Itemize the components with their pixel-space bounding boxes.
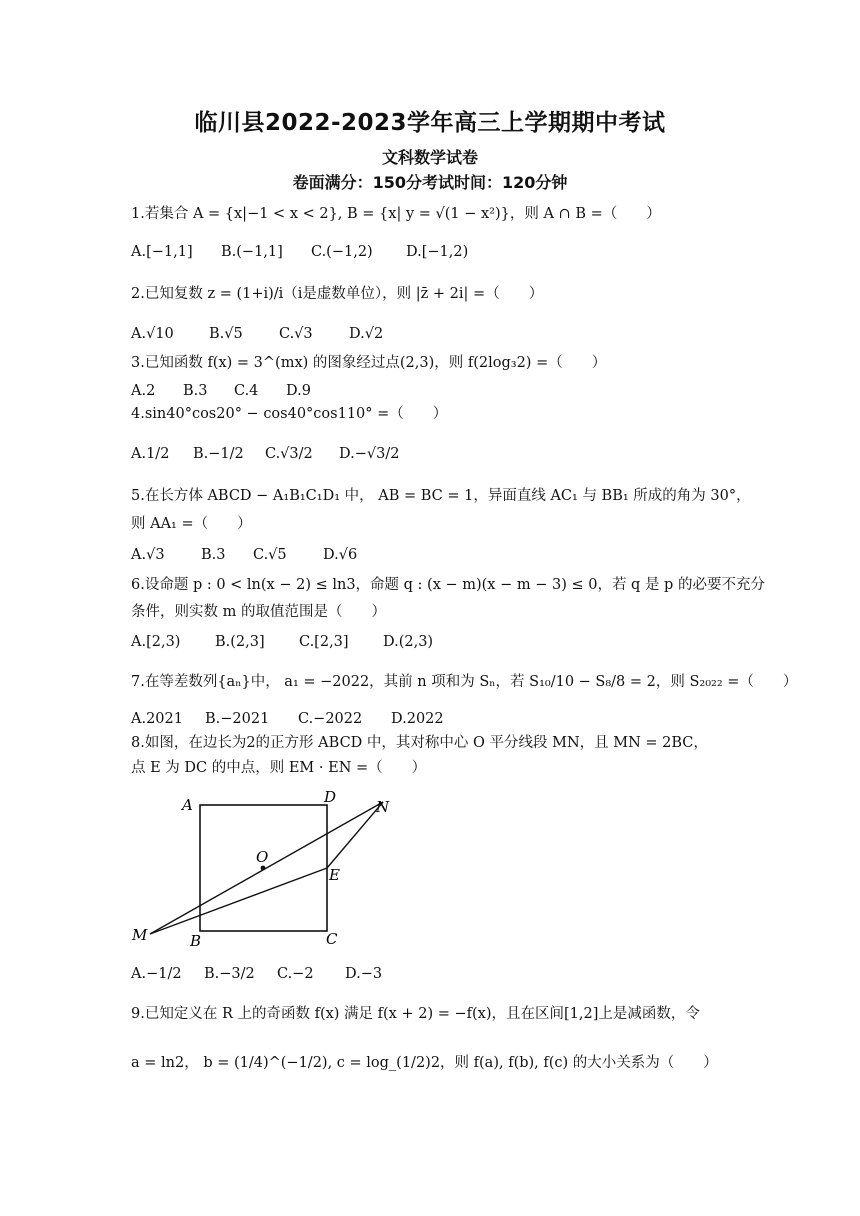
- question-5-stem-line-2: 则 AA₁ =（ ）: [131, 516, 252, 532]
- option-d: D.−√3/2: [339, 446, 400, 462]
- question-1-stem: 1.若集合 A = {x|−1 < x < 2}, B = {x| y = √(1 − x²)}，则 A ∩ B =（ ）: [131, 206, 661, 222]
- question-3-stem: 3.已知函数 f(x) = 3^(mx) 的图象经过点(2,3)，则 f(2log₃2) =（ ）: [131, 355, 607, 371]
- option-a: A.2: [131, 383, 156, 399]
- label-a: A: [182, 796, 193, 814]
- question-8-stem-line-1: 8.如图，在边长为2的正方形 ABCD 中，其对称中心 O 平分线段 MN，且 MN = 2BC，: [131, 735, 708, 751]
- option-b: B.(2,3]: [215, 634, 265, 650]
- label-n: N: [376, 798, 390, 816]
- exam-subtitle: 文科数学试卷: [381, 148, 478, 167]
- center-point-o: [261, 866, 266, 871]
- option-b: B.(−1,1]: [221, 244, 283, 260]
- option-d: D.(2,3): [383, 634, 434, 650]
- label-d: D: [324, 788, 337, 806]
- option-d: D.√2: [349, 326, 384, 342]
- label-o: O: [256, 848, 269, 866]
- option-c: C.√3: [279, 326, 313, 342]
- option-a: A.2021: [131, 711, 183, 727]
- segment-mn: [150, 802, 383, 934]
- option-a: A.√10: [131, 326, 174, 342]
- option-b: B.−1/2: [193, 446, 244, 462]
- option-b: B.−3/2: [204, 966, 255, 982]
- option-d: D.−3: [345, 966, 383, 982]
- option-c: C.√5: [253, 547, 287, 563]
- option-a: A.[−1,1]: [131, 244, 193, 260]
- option-c: C.−2: [277, 966, 314, 982]
- square-figure: [128, 786, 408, 952]
- question-6-stem-line-1: 6.设命题 p : 0 < ln(x − 2) ≤ ln3，命题 q : (x − m)(x − m − 3) ≤ 0，若 q 是 p 的必要不充分: [131, 577, 765, 593]
- question-2-stem: 2.已知复数 z = (1+i)/i（i是虚数单位），则 |z̄ + 2i| =（ ）: [131, 286, 544, 302]
- option-b: B.−2021: [205, 711, 270, 727]
- segment-en: [327, 802, 383, 868]
- segment-me: [150, 868, 327, 934]
- option-a: A.√3: [131, 547, 165, 563]
- question-6-stem-line-2: 条件，则实数 m 的取值范围是（ ）: [131, 604, 386, 620]
- label-c: C: [326, 930, 338, 948]
- label-e: E: [329, 866, 340, 884]
- geometry-diagram: [128, 786, 408, 948]
- option-c: C.(−1,2): [311, 244, 373, 260]
- option-c: C.4: [234, 383, 259, 399]
- question-8-stem-line-2: 点 E 为 DC 的中点，则 EM · EN =（ ）: [131, 760, 427, 776]
- question-9-stem-line-1: 9.已知定义在 R 上的奇函数 f(x) 满足 f(x + 2) = −f(x)，且在区间[1,2]上是减函数，令: [131, 1006, 700, 1022]
- option-a: A.1/2: [131, 446, 170, 462]
- option-c: C.[2,3]: [299, 634, 349, 650]
- option-d: D.√6: [323, 547, 358, 563]
- question-5-stem-line-1: 5.在长方体 ABCD − A₁B₁C₁D₁ 中， AB = BC = 1，异面直线 AC₁ 与 BB₁ 所成的角为 30°，: [131, 488, 751, 504]
- label-m: M: [132, 926, 148, 944]
- option-c: C.√3/2: [265, 446, 313, 462]
- question-9-stem-line-2: a = ln2， b = (1/4)^(−1/2), c = log_(1/2)2，则 f(a), f(b), f(c) 的大小关系为（ ）: [131, 1055, 718, 1071]
- exam-title: 临川县2022-2023学年高三上学期期中考试: [194, 110, 666, 136]
- question-4-stem: 4.sin40°cos20° − cos40°cos110° =（ ）: [131, 406, 448, 422]
- option-d: D.[−1,2): [406, 244, 469, 260]
- question-7-stem: 7.在等差数列{aₙ}中， a₁ = −2022，其前 n 项和为 Sₙ，若 S₁₀/10 − S₈/8 = 2，则 S₂₀₂₂ =（ ）: [131, 674, 798, 690]
- option-b: B.√5: [209, 326, 243, 342]
- exam-info: 卷面满分：150分考试时间：120分钟: [292, 173, 568, 192]
- option-d: D.2022: [391, 711, 444, 727]
- option-b: B.3: [183, 383, 208, 399]
- option-c: C.−2022: [298, 711, 363, 727]
- option-b: B.3: [201, 547, 226, 563]
- label-b: B: [190, 932, 202, 948]
- option-d: D.9: [286, 383, 311, 399]
- option-a: A.−1/2: [131, 966, 182, 982]
- option-a: A.[2,3): [131, 634, 181, 650]
